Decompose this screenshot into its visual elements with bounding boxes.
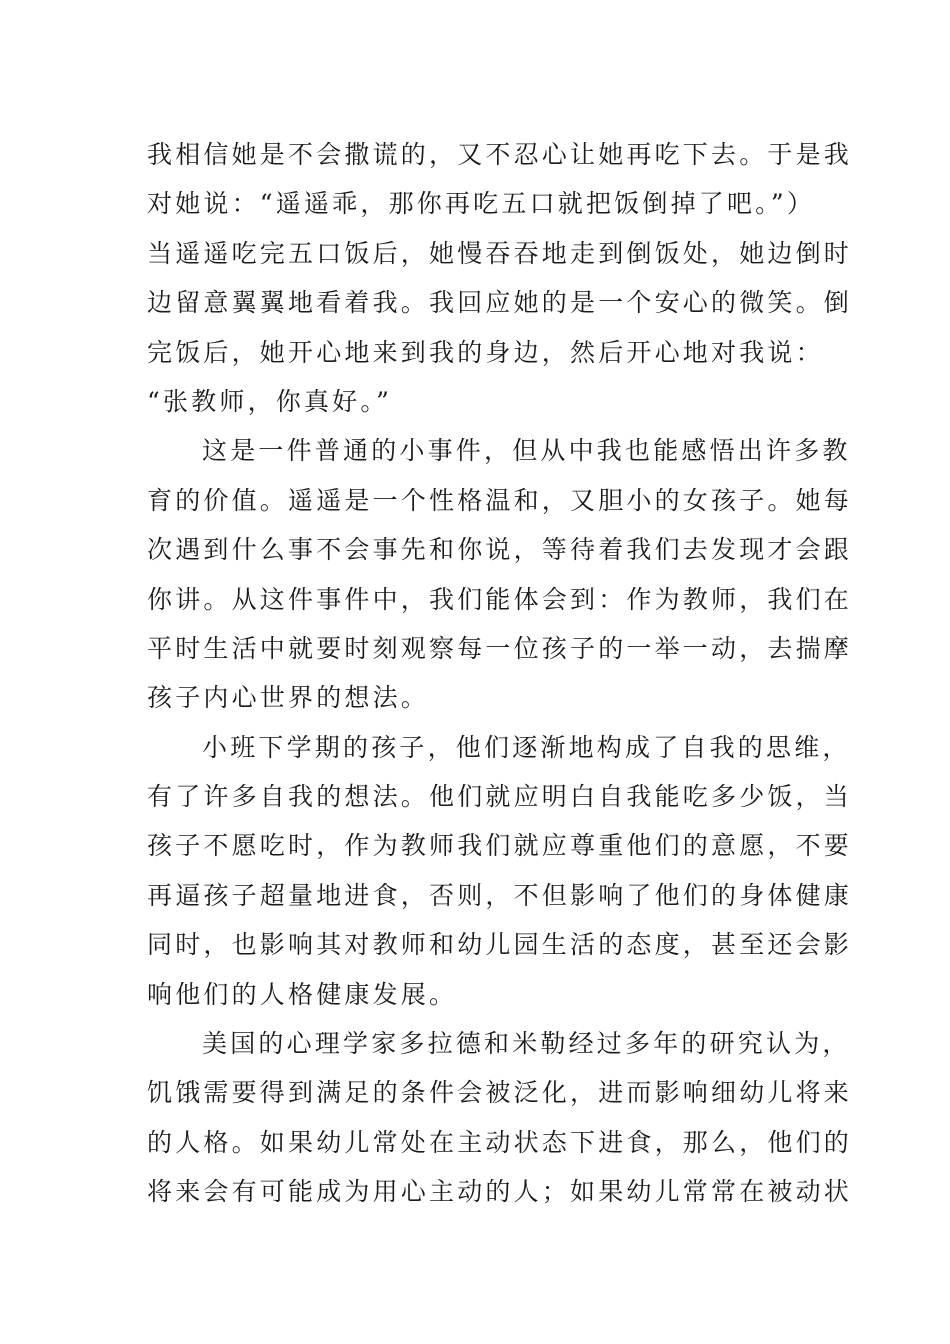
paragraph-first-line: 小班下学期的孩子，他们逐渐地构成了自我的思维， [202, 732, 851, 762]
text-line: 次遇到什么事不会事先和你说，等待着我们去发现才会跟 [147, 535, 853, 565]
text-line: 当遥遥吃完五口饭后，她慢吞吞地走到倒饭处，她边倒时 [147, 238, 853, 268]
text-line: 同时，也影响其对教师和幼儿园生活的态度，甚至还会影 [147, 930, 853, 960]
text-line: 孩子不愿吃时，作为教师我们就应尊重他们的意愿，不要 [147, 831, 853, 861]
text-line: 平时生活中就要时刻观察每一位孩子的一举一动，去揣摩 [147, 633, 853, 663]
text-line: 边留意翼翼地看着我。我回应她的是一个安心的微笑。倒 [147, 288, 853, 318]
document-body [147, 130, 853, 1217]
text-line: 我相信她是不会撒谎的，又不忍心让她再吃下去。于是我 [147, 140, 853, 169]
text-line: 完饭后，她开心地来到我的身边，然后开心地对我说： [147, 337, 824, 367]
text-line: 饥饿需要得到满足的条件会被泛化，进而影响细幼儿将来 [147, 1078, 853, 1108]
text-line: 你讲。从这件事件中，我们能体会到：作为教师，我们在 [147, 584, 853, 614]
text-line: 有了许多自我的想法。他们就应明白自我能吃多少饭，当 [147, 782, 853, 812]
text-line: 响他们的人格健康发展。 [147, 979, 458, 1009]
paragraph-first-line: 这是一件普通的小事件，但从中我也能感悟出许多教 [202, 436, 851, 466]
text-line: 的人格。如果幼儿常处在主动状态下进食，那么，他们的 [147, 1127, 853, 1157]
text-line: 育的价值。遥遥是一个性格温和，又胆小的女孩子。她每 [147, 485, 853, 515]
text-line: 再逼孩子超量地进食，否则，不但影响了他们的身体健康 [147, 880, 853, 910]
text-line: 孩子内心世界的想法。 [147, 683, 430, 713]
text-line: 对她说：“遥遥乖，那你再吃五口就把饭倒掉了吧。”） [147, 189, 816, 219]
text-line: “张教师，你真好。” [147, 386, 393, 416]
text-line: 将来会有可能成为用心主动的人；如果幼儿常常在被动状 [147, 1177, 853, 1207]
paragraph-first-line: 美国的心理学家多拉德和米勒经过多年的研究认为， [202, 1029, 851, 1059]
